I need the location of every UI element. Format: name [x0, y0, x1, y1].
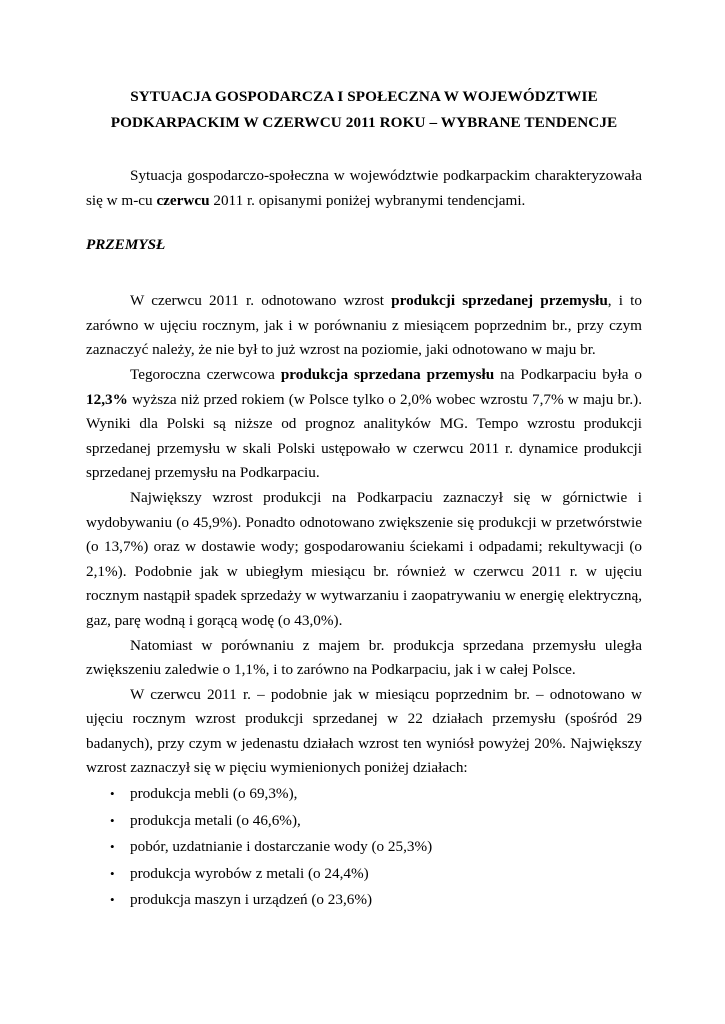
section-heading-przemysl: PRZEMYSŁ: [86, 236, 166, 254]
bullet-icon: •: [110, 839, 115, 855]
p2-text-3: wyższa niż przed rokiem (w Polsce tylko o 2,0% wobec wzrostu 7,7% w maju br.). Wyniki dla Polski są niższe od prognoz analityków MG. Tempo wzrostu produkcji sprzedanej przemysłu w skali Polski ustępowało w czerwcu 2011 r. dynamice produkcji sprzedanej przemysłu na Podkarpaciu.: [86, 390, 642, 482]
list-item: [110, 861, 642, 888]
paragraph-5: W czerwcu 2011 r. – podobnie jak w miesiącu poprzednim br. – odnotowano w ujęciu rocznym wzrost produkcji sprzedanej w 22 działach przemysłu (spośród 29 badanych), przy czym w jedenastu działach wzrost ten wyniósł powyżej 20%. Największy wzrost zaznaczył się w pięciu wymienionych poniżej działach:: [86, 685, 642, 777]
bullet-icon: •: [110, 812, 115, 828]
list-item-text: produkcja mebli (o 69,3%),: [130, 785, 298, 803]
list-item-text: produkcja maszyn i urządzeń (o 23,6%): [130, 891, 373, 909]
intro-text-2: 2011 r. opisanymi poniżej wybranymi tendencjami.: [209, 191, 526, 209]
p1-bold-1: produkcji sprzedanej przemysłu: [391, 292, 608, 310]
list-item-text: pobór, uzdatnianie i dostarczanie wody (o 25,3%): [130, 838, 433, 856]
intro-bold-month: czerwcu: [156, 191, 210, 209]
intro-text-1: Sytuacja gospodarczo-społeczna w województwie podkarpackim charakteryzowała się w m-cu: [86, 167, 642, 209]
title-line-2: PODKARPACKIM W CZERWCU 2011 ROKU – WYBRANE TENDENCJE: [110, 114, 618, 131]
paragraph-1: [86, 289, 642, 363]
paragraph-2: [86, 363, 642, 486]
paragraph-4: Natomiast w porównaniu z majem br. produkcja sprzedana przemysłu uległa zwiększeniu zaledwie o 1,1%, i to zarówno na Podkarpaciu, jak i w całej Polsce.: [86, 636, 642, 679]
p2-bold-2: 12,3%: [86, 390, 128, 408]
title-line-1: SYTUACJA GOSPODARCZA I SPOŁECZNA W WOJEWÓDZTWIE: [130, 88, 598, 105]
bullet-icon: •: [110, 892, 115, 908]
bullet-icon: •: [110, 865, 115, 881]
list-item: [110, 781, 642, 808]
p1-text-2: , i to zarówno w ujęciu rocznym, jak i w porównaniu z miesiącem poprzednim br., przy czym zaznaczyć należy, że nie był to już wzrost na poziomie, jaki odnotowano w maju br.: [86, 292, 642, 359]
list-item: [110, 887, 642, 914]
paragraph-3: Największy wzrost produkcji na Podkarpaciu zaznaczył się w górnictwie i wydobywaniu (o 45,9%). Ponadto odnotowano zwiększenie się produkcji w przetwórstwie (o 13,7%) oraz w dostawie wody; gospodarowaniu ściekami i odpadami; rekultywacji (o 2,1%). Podobnie jak w ubiegłym miesiącu br. również w czerwcu 2011 r. w ujęciu rocznym nastąpił spadek sprzedaży w wytwarzaniu i zaopatrywaniu w energię elektryczną, gaz, parę wodną i gorącą wodę (o 43,0%).: [86, 488, 642, 629]
document-title: [86, 84, 642, 136]
p2-bold-1: produkcja sprzedana przemysłu: [280, 365, 495, 383]
p2-text-2: na Podkarpaciu była o: [494, 365, 643, 383]
bullet-icon: •: [110, 786, 115, 802]
list-item: [110, 834, 642, 861]
p1-text-1: W czerwcu 2011 r. odnotowano wzrost: [130, 292, 392, 310]
intro-paragraph: [86, 164, 642, 213]
list-item-text: produkcja metali (o 46,6%),: [130, 811, 301, 829]
list-item-text: produkcja wyrobów z metali (o 24,4%): [130, 864, 369, 882]
p2-text-1: Tegoroczna czerwcowa: [130, 365, 281, 383]
document-page: [86, 84, 642, 914]
list-item: [110, 808, 642, 835]
bullet-list: [110, 781, 642, 914]
